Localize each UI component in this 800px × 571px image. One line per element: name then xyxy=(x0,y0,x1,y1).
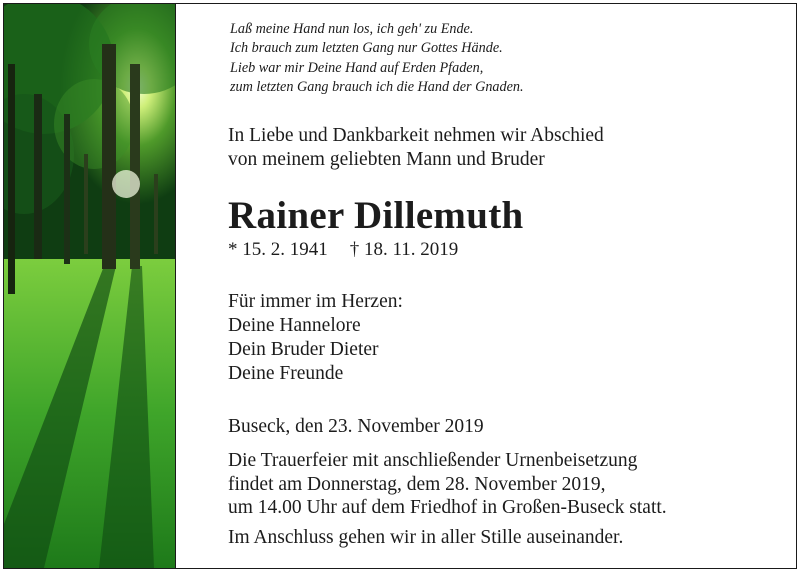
poem-line: Ich brauch zum letzten Gang nur Gottes Hände. xyxy=(230,40,503,57)
poem xyxy=(230,20,770,98)
poem-line: Laß meine Hand nun los, ich geh' zu Ende. xyxy=(230,21,474,37)
trees-sunlight-image xyxy=(4,4,176,568)
mourners-line: Deine Freunde xyxy=(228,363,344,384)
life-dates xyxy=(228,238,458,262)
closing-note: Im Anschluss gehen wir in aller Stille auseinander. xyxy=(228,527,624,548)
mourners-line: Für immer im Herzen: xyxy=(228,291,403,312)
mourners-line: Dein Bruder Dieter xyxy=(228,339,379,360)
mourners-line: Deine Hannelore xyxy=(228,315,361,336)
death-date: † 18. 11. 2019 xyxy=(349,239,459,260)
ceremony-line: Die Trauerfeier mit anschließender Urnenbeisetzung xyxy=(228,450,638,471)
ceremony-line: findet am Donnerstag, dem 28. November 2019, xyxy=(228,473,606,495)
place-date: Buseck, den 23. November 2019 xyxy=(228,416,484,437)
intro-line: von meinem geliebten Mann und Bruder xyxy=(228,149,545,170)
mourners xyxy=(228,290,403,386)
ceremony-info xyxy=(228,449,667,520)
poem-line: Lieb war mir Deine Hand auf Erden Pfaden, xyxy=(230,59,484,76)
poem-line: zum letzten Gang brauch ich die Hand der Gnaden. xyxy=(230,79,524,96)
intro-line: In Liebe und Dankbarkeit nehmen wir Abschied xyxy=(228,125,604,146)
deceased-name: Rainer Dillemuth xyxy=(228,194,524,237)
birth-date: * 15. 2. 1941 xyxy=(228,239,328,260)
intro xyxy=(228,124,604,172)
obituary-notice xyxy=(3,3,797,569)
ceremony-line: um 14.00 Uhr auf dem Friedhof in Großen-Buseck statt. xyxy=(228,497,667,518)
